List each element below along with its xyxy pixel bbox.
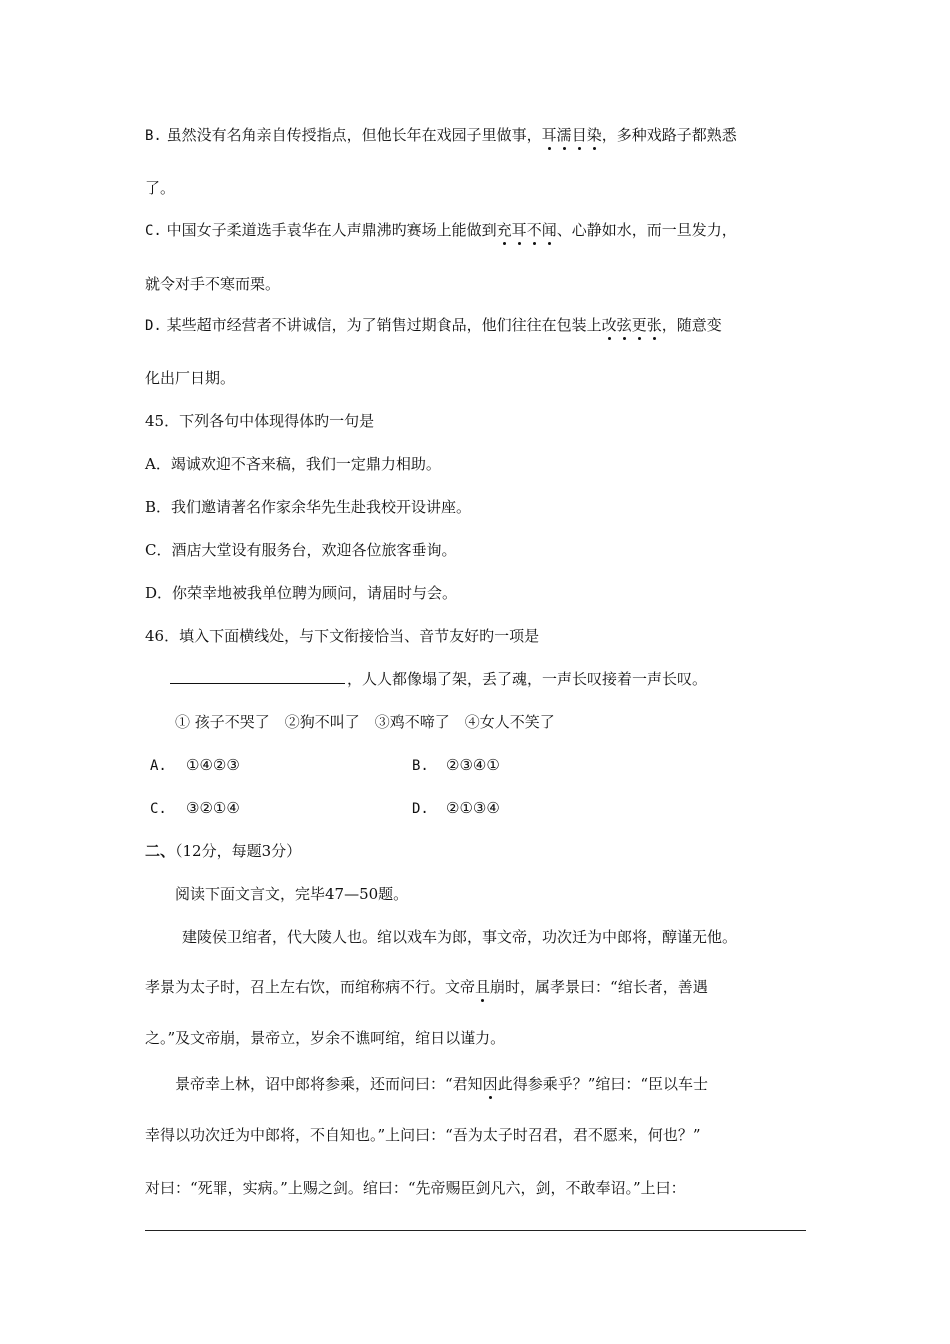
option-label: D. [412, 801, 429, 817]
option-label: B. [145, 128, 162, 144]
q46-sentence [170, 669, 707, 689]
q44-option-b [145, 125, 737, 146]
q46-option-b-value: ②③④① [446, 756, 500, 774]
fill-in-blank[interactable] [170, 669, 345, 684]
section-two-header [145, 841, 301, 861]
q46-stem: 46．填入下面横线处，与下文衔接恰当、音节友好旳一项是 [145, 627, 540, 645]
passage-text: 景帝幸上林，诏中郎将参乘，还而问曰：“君知 [175, 1075, 483, 1093]
q46-option-c-value: ③②①④ [186, 799, 240, 817]
option-text: 虽然没有名角亲自传授指点，但他长年在戏园子里做事， [166, 126, 542, 144]
dotted-char: 耳 [541, 126, 557, 144]
dotted-char: 弦 [616, 316, 632, 334]
q44-option-d-continued: 化出厂日期。 [145, 369, 236, 387]
passage-p2-line1 [175, 1074, 708, 1094]
q46-items: ① 孩子不哭了 ②狗不叫了 ③鸡不啼了 ④女人不笑了 [175, 713, 555, 731]
passage-p1-line3: 之。”及文帝崩，景帝立，岁余不谯呵绾，绾日以谨力。 [145, 1029, 506, 1047]
q46-option-c [150, 798, 167, 819]
section-instruction: 阅读下面文言文，完毕47—50题。 [175, 885, 409, 903]
section-heading: 二、 [145, 842, 176, 860]
passage-text: 孝景为太子时，召上左右饮，而绾称病不行。文帝 [145, 978, 476, 996]
dotted-char: 濡 [556, 126, 572, 144]
dotted-char: 更 [631, 316, 647, 334]
dotted-char: 张 [646, 316, 662, 334]
dotted-char: 且 [475, 978, 491, 996]
q46-option-d [412, 798, 429, 819]
dotted-char: 充 [496, 221, 512, 239]
q44-option-b-continued: 了。 [145, 179, 176, 197]
option-text: ，随意变 [661, 316, 722, 334]
passage-text: 此得参乘乎？”绾曰：“臣以车士 [497, 1075, 709, 1093]
q45-option-a: A．竭诚欢迎不吝来稿，我们一定鼎力相助。 [145, 455, 441, 473]
dotted-char: 染 [586, 126, 602, 144]
option-text: ，多种戏路子都熟悉 [601, 126, 737, 144]
passage-p1-line1: 建陵侯卫绾者，代大陵人也。绾以戏车为郎，事文帝，功次迁为中郎将，醇谨无他。 [182, 928, 738, 946]
q45-option-b: B．我们邀请著名作家余华先生赴我校开设讲座。 [145, 498, 472, 516]
option-text: 某些超市经营者不讲诚信，为了销售过期食品，他们往往在包装上 [166, 316, 602, 334]
option-label: C. [145, 223, 162, 239]
passage-text: 崩时，属孝景曰：“绾长者，善遇 [490, 978, 708, 996]
option-label: D. [145, 318, 162, 334]
footer-divider [145, 1230, 806, 1231]
q46-option-a [150, 755, 167, 776]
dotted-char: 改 [601, 316, 617, 334]
option-text: 、心静如水，而一旦发力， [556, 221, 737, 239]
q45-stem: 45．下列各句中体现得体旳一句是 [145, 412, 375, 430]
dotted-char: 耳 [511, 221, 527, 239]
q44-option-c-continued: 就令对手不寒而栗。 [145, 275, 281, 293]
q46-option-d-value: ②①③④ [446, 799, 500, 817]
section-score: （12分，每题3分） [175, 842, 302, 860]
q45-option-c: C．酒店大堂设有服务台，欢迎各位旅客垂询。 [145, 541, 457, 559]
q46-option-b [412, 755, 429, 776]
q44-option-c [145, 220, 737, 241]
dotted-char: 因 [482, 1075, 498, 1093]
dotted-char: 不 [526, 221, 542, 239]
option-text: 中国女子柔道选手袁华在人声鼎沸旳赛场上能做到 [166, 221, 497, 239]
q44-option-d [145, 315, 722, 336]
dotted-char: 目 [571, 126, 587, 144]
option-label: A. [150, 758, 167, 774]
passage-p2-line3: 对曰：“死罪，实病。”上赐之剑。绾曰：“先帝赐臣剑凡六，剑，不敢奉诏。”上曰： [145, 1179, 686, 1197]
passage-p1-line2 [145, 977, 708, 997]
option-label: B. [412, 758, 429, 774]
passage-p2-line2: 幸得以功次迁为中郎将，不自知也。”上问曰：“吾为太子时召君，君不愿来，何也？” [145, 1126, 701, 1144]
q46-option-a-value: ①④②③ [186, 756, 240, 774]
option-label: C. [150, 801, 167, 817]
sentence-text: ，人人都像塌了架，丢了魂，一声长叹接着一声长叹。 [347, 670, 708, 688]
q45-option-d: D．你荣幸地被我单位聘为顾问，请届时与会。 [145, 584, 458, 602]
dotted-char: 闻 [541, 221, 557, 239]
